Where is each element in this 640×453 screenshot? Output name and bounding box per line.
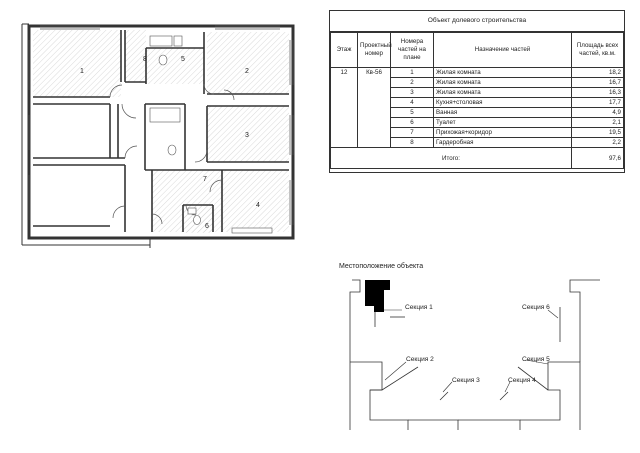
room-label-1: 1 bbox=[80, 68, 84, 75]
part-area: 2,2 bbox=[572, 138, 624, 148]
part-number: 7 bbox=[391, 128, 434, 138]
section-label-3: Секция 3 bbox=[452, 377, 480, 384]
section-label-2: Секция 2 bbox=[406, 356, 434, 363]
object-location-marker bbox=[365, 280, 390, 312]
part-purpose: Туалет bbox=[434, 118, 572, 128]
header-project-number: Проектный номер bbox=[358, 33, 391, 68]
building-outline bbox=[350, 280, 600, 430]
header-floor: Этаж bbox=[331, 33, 358, 68]
section-label-1: Секция 1 bbox=[405, 304, 433, 311]
floor-value: 12 bbox=[331, 68, 358, 148]
room-label-2: 2 bbox=[245, 68, 249, 75]
part-number: 6 bbox=[391, 118, 434, 128]
part-purpose: Жилая комната bbox=[434, 88, 572, 98]
project-number-value: Кв-56 bbox=[358, 68, 391, 148]
table-row bbox=[331, 68, 624, 78]
part-area: 4,9 bbox=[572, 108, 624, 118]
section-label-4: Секция 4 bbox=[508, 377, 536, 384]
part-purpose: Ванная bbox=[434, 108, 572, 118]
part-purpose: Жилая комната bbox=[434, 78, 572, 88]
part-area: 18,2 bbox=[572, 68, 624, 78]
room-label-8: 8 bbox=[143, 56, 147, 63]
section-labels bbox=[405, 304, 550, 384]
room-label-5: 5 bbox=[181, 56, 185, 63]
part-area: 2,1 bbox=[572, 118, 624, 128]
part-area: 16,7 bbox=[572, 78, 624, 88]
header-part-purpose: Назначение частей bbox=[434, 33, 572, 68]
part-area: 16,3 bbox=[572, 88, 624, 98]
part-number: 8 bbox=[391, 138, 434, 148]
location-title: Местоположение объекта bbox=[339, 263, 424, 270]
header-part-numbers: Номера частей на плане bbox=[391, 33, 434, 68]
header-area: Площадь всех частей, кв.м. bbox=[572, 33, 624, 68]
part-purpose: Жилая комната bbox=[434, 68, 572, 78]
part-number: 3 bbox=[391, 88, 434, 98]
section-label-6: Секция 6 bbox=[522, 304, 550, 311]
part-area: 19,5 bbox=[572, 128, 624, 138]
part-number: 1 bbox=[391, 68, 434, 78]
total-row bbox=[331, 148, 624, 169]
spec-header-row bbox=[331, 33, 624, 68]
spec-title: Объект долевого строительства bbox=[330, 11, 624, 32]
apartment-spec-table bbox=[329, 10, 625, 173]
total-value: 97,6 bbox=[572, 148, 624, 169]
part-purpose: Прихожая+коридор bbox=[434, 128, 572, 138]
part-area: 17,7 bbox=[572, 98, 624, 108]
part-purpose: Кухня+столовая bbox=[434, 98, 572, 108]
floor-plan bbox=[0, 0, 300, 250]
room-label-7: 7 bbox=[203, 176, 207, 183]
room-label-3: 3 bbox=[245, 132, 249, 139]
part-purpose: Гардеробная bbox=[434, 138, 572, 148]
part-number: 2 bbox=[391, 78, 434, 88]
room-label-6: 6 bbox=[205, 223, 209, 230]
part-number: 4 bbox=[391, 98, 434, 108]
total-label: Итого: bbox=[331, 148, 572, 169]
room-label-4: 4 bbox=[256, 202, 260, 209]
location-site-plan bbox=[330, 272, 630, 432]
section-label-5: Секция 5 bbox=[522, 356, 550, 363]
part-number: 5 bbox=[391, 108, 434, 118]
